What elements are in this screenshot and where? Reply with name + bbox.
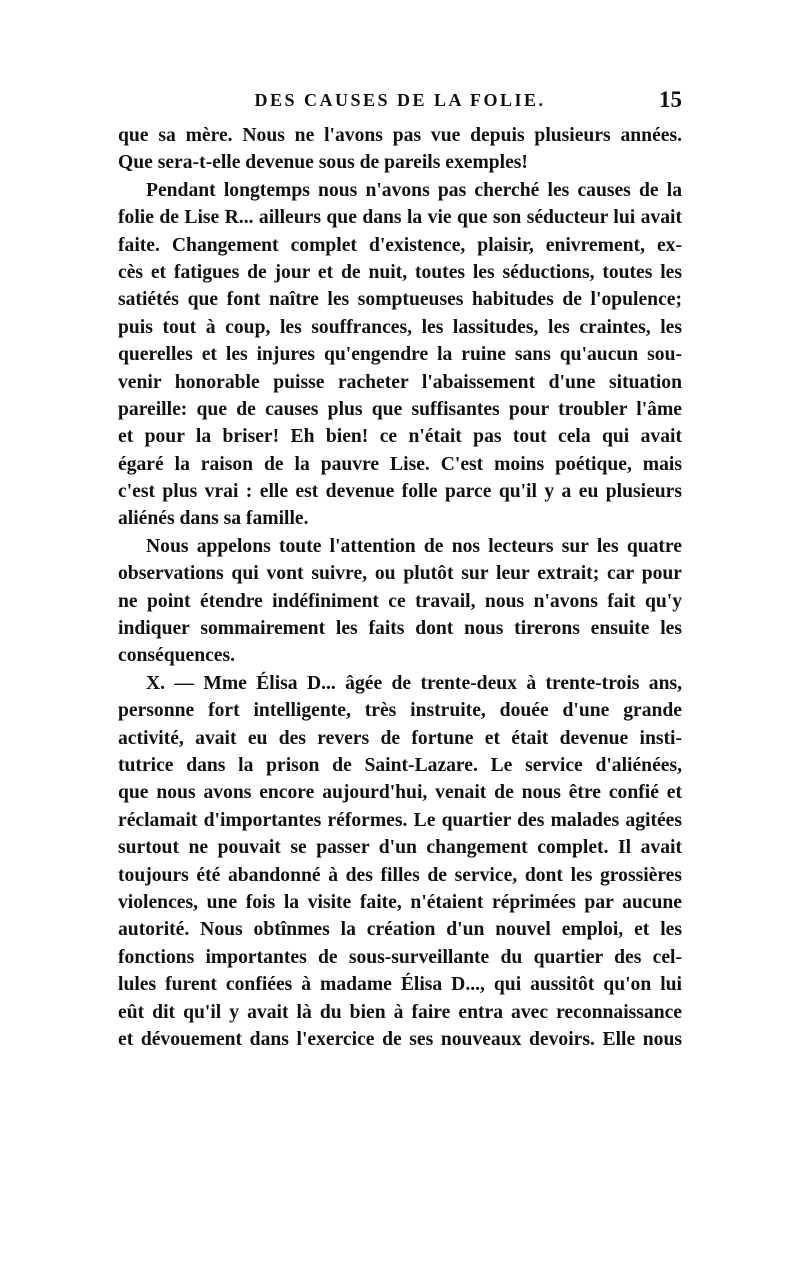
text-line: puis tout à coup, les souffrances, les lassitudes, les craintes, les	[118, 316, 682, 338]
text-line: folie de Lise R... ailleurs que dans la vie que son séducteur lui avait	[118, 207, 682, 229]
text-line: fonctions importantes de sous-surveillante du quartier des cel-	[118, 946, 682, 968]
text-line: que nous avons encore aujourd'hui, venait de nous être confié et	[118, 782, 682, 804]
text-line: cès et fatigues de jour et de nuit, toutes les séductions, toutes les	[118, 261, 682, 283]
text-line: aliénés dans sa famille.	[118, 508, 309, 530]
text-line: querelles et les injures qu'engendre la ruine sans qu'aucun sou-	[118, 344, 682, 366]
text-line: activité, avait eu des revers de fortune et était devenue insti-	[118, 727, 682, 749]
text-line: violences, une fois la visite faite, n'étaient réprimées par aucune	[118, 891, 682, 913]
text-line: personne fort intelligente, très instruite, douée d'une grande	[118, 700, 682, 722]
text-line: eût dit qu'il y avait là du bien à faire entra avec reconnaissance	[118, 1001, 682, 1023]
text-line: toujours été abandonné à des filles de service, dont les grossières	[118, 864, 682, 886]
text-line: surtout ne pouvait se passer d'un changement complet. Il avait	[118, 837, 682, 859]
page-number: 15	[659, 87, 682, 112]
text-line: et dévouement dans l'exercice de ses nouveaux devoirs. Elle nous	[118, 1028, 682, 1050]
text-line: ne point étendre indéfiniment ce travail, nous n'avons fait qu'y	[118, 590, 682, 612]
text-line: réclamait d'importantes réformes. Le quartier des malades agitées	[118, 809, 682, 831]
text-line: X. — Mme Élisa D... âgée de trente-deux à trente-trois ans,	[146, 672, 682, 694]
running-title: DES CAUSES DE LA FOLIE.	[254, 90, 546, 110]
body-text	[118, 122, 682, 1053]
running-head	[118, 87, 682, 120]
text-line: que sa mère. Nous ne l'avons pas vue depuis plusieurs années.	[118, 125, 682, 146]
text-line: tutrice dans la prison de Saint-Lazare. Le service d'aliénées,	[118, 754, 682, 776]
text-line: Nous appelons toute l'attention de nos lecteurs sur les quatre	[146, 535, 682, 557]
text-line: lules furent confiées à madame Élisa D..., qui aussitôt qu'on lui	[118, 974, 682, 996]
text-line: venir honorable puisse racheter l'abaissement d'une situation	[118, 371, 682, 393]
text-line: c'est plus vrai : elle est devenue folle parce qu'il y a eu plusieurs	[118, 481, 682, 503]
text-line: observations qui vont suivre, ou plutôt sur leur extrait; car pour	[118, 563, 682, 585]
text-line: Que sera-t-elle devenue sous de pareils exemples!	[118, 152, 528, 174]
text-line: Pendant longtemps nous n'avons pas cherché les causes de la	[146, 179, 682, 201]
text-line: et pour la briser! Eh bien! ce n'était pas tout cela qui avait	[118, 426, 682, 448]
text-line: faite. Changement complet d'existence, plaisir, enivrement, ex-	[118, 234, 682, 256]
text-line: satiétés que font naître les somptueuses habitudes de l'opulence;	[118, 289, 682, 311]
text-line: égaré la raison de la pauvre Lise. C'est moins poétique, mais	[118, 453, 682, 475]
text-line: pareille: que de causes plus que suffisantes pour troubler l'âme	[118, 398, 682, 420]
text-line: autorité. Nous obtînmes la création d'un nouvel emploi, et les	[118, 919, 682, 941]
text-line: indiquer sommairement les faits dont nous tirerons ensuite les	[118, 618, 682, 640]
text-line: conséquences.	[118, 645, 236, 667]
